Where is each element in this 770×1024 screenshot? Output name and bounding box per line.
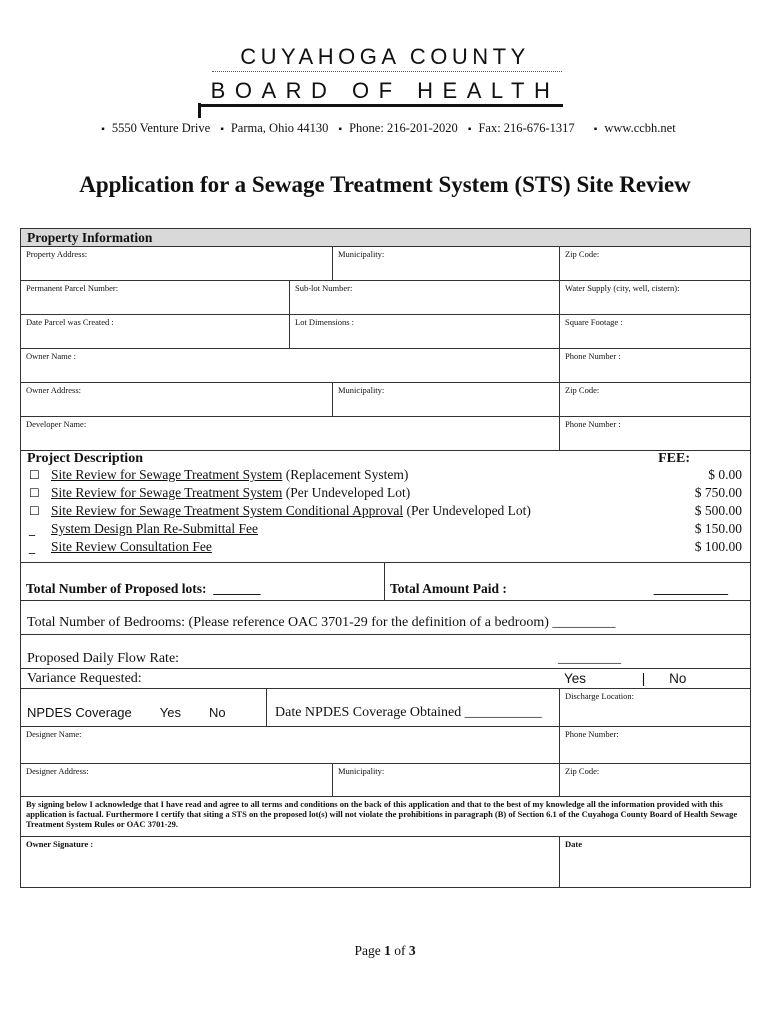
owner-zip-label: Zip Code: [565,385,600,395]
parcel-details-row [21,315,750,349]
project-option-resubmittal[interactable]: _ System Design Plan Re-Submittal Fee [29,521,258,536]
blank-mark-icon[interactable]: _ [29,522,35,536]
designer-municipality-field[interactable] [332,764,559,796]
owner-name-field[interactable] [21,349,559,382]
project-option-conditional[interactable]: ☐ Site Review for Sewage Treatment System Conditional Approval (Per Undeveloped Lot) [29,503,531,518]
designer-name-label: Designer Name: [26,729,82,739]
bullet-icon: ▪ [101,124,105,135]
designer-phone-field[interactable] [559,727,750,763]
square-footage-label: Square Footage : [565,317,623,327]
npdes-date-field[interactable] [266,689,559,726]
blank-mark-icon[interactable]: _ [29,540,35,554]
page-indicator: Page 1 of 3 [354,943,416,958]
logo-rule-tick [198,103,213,118]
npdes-yes-option[interactable]: Yes [159,705,181,720]
project-option-undeveloped[interactable]: ☐ Site Review for Sewage Treatment System (Per Undeveloped Lot) [29,485,411,500]
org-name-line1: CUYAHOGA COUNTY [240,44,530,69]
total-lots-field[interactable] [21,563,384,600]
checkbox-icon[interactable]: ☐ [29,486,40,500]
signature-date-label: Date [565,839,582,849]
bullet-icon: ▪ [593,124,598,135]
contact-line [0,121,770,136]
project-option-consultation[interactable]: _ Site Review Consultation Fee [29,539,212,554]
total-amount-label: Total Amount Paid : [390,581,507,596]
designer-municipality-label: Municipality: [338,766,385,776]
parcel-number-field[interactable] [21,281,289,314]
zip-code-label: Zip Code: [565,249,600,259]
bullet-icon: ▪ [220,124,224,135]
signature-date-field[interactable] [559,837,750,887]
logo-rule [198,104,563,107]
variance-label: Variance Requested: [27,671,142,686]
total-amount-field[interactable] [384,563,750,600]
water-supply-label: Water Supply (city, well, cistern): [565,283,680,293]
designer-address-row [21,764,750,797]
checkbox-icon[interactable]: ☐ [29,504,40,518]
project-description-section [21,451,750,563]
zip-code-field[interactable] [559,247,750,280]
date-parcel-created-label: Date Parcel was Created : [26,317,114,327]
date-parcel-created-field[interactable] [21,315,289,348]
npdes-no-option[interactable]: No [209,705,226,720]
application-form [20,228,751,888]
total-pages: 3 [408,943,416,958]
water-supply-field[interactable] [559,281,750,314]
total-lots-label: Total Number of Proposed lots: [26,581,207,596]
project-fee-undeveloped: $ 750.00 [694,485,742,500]
npdes-date-blank: ___________ [464,705,542,720]
bedrooms-row [21,601,750,635]
municipality-label: Municipality: [338,249,385,259]
project-fee-resubmittal: $ 150.00 [694,521,742,536]
parcel-number-label: Permanent Parcel Number: [26,283,119,293]
logo-dotted-divider [212,71,562,72]
npdes-date-label: Date NPDES Coverage Obtained [275,705,462,720]
flow-rate-row [21,635,750,669]
designer-name-row [21,727,750,764]
municipality-field[interactable] [332,247,559,280]
property-address-label: Property Address: [26,249,88,259]
discharge-location-label: Discharge Location: [565,691,635,701]
owner-signature-field[interactable] [21,837,559,887]
lot-dimensions-field[interactable] [289,315,559,348]
npdes-coverage-field[interactable] [21,689,266,726]
checkbox-icon[interactable]: ☐ [29,468,40,482]
sublot-number-label: Sub-lot Number: [295,283,353,293]
bedrooms-blank: _________ [552,615,616,630]
variance-field[interactable] [21,669,559,688]
project-fee-conditional: $ 500.00 [694,503,742,518]
variance-yes-option[interactable]: Yes [564,671,587,686]
page-title: Application for a Sewage Treatment System (STS) Site Review [79,172,691,197]
variance-divider: | [641,671,646,686]
contact-city: Parma, Ohio 44130 [230,121,329,135]
designer-address-field[interactable] [21,764,332,796]
designer-address-label: Designer Address: [26,766,89,776]
designer-name-field[interactable] [21,727,559,763]
owner-address-label: Owner Address: [26,385,82,395]
variance-row [21,669,750,689]
owner-address-field[interactable] [21,383,332,416]
property-section-heading: Property Information [21,229,750,247]
project-section-heading: Project Description [27,451,143,466]
variance-no-option[interactable]: No [669,671,687,686]
discharge-location-field[interactable] [559,689,750,726]
contact-website: www.ccbh.net [604,121,676,135]
project-fee-replacement: $ 0.00 [708,467,742,482]
contact-address: 5550 Venture Drive [111,121,211,135]
npdes-row [21,689,750,727]
developer-phone-label: Phone Number : [565,419,621,429]
owner-zip-field[interactable] [559,383,750,416]
designer-phone-label: Phone Number: [565,729,619,739]
signature-row [21,837,750,887]
owner-signature-label: Owner Signature : [26,839,94,849]
lot-dimensions-label: Lot Dimensions : [295,317,355,327]
bullet-icon: ▪ [338,124,343,135]
developer-name-label: Developer Name: [26,419,87,429]
totals-row [21,563,750,601]
project-fee-consultation: $ 100.00 [694,539,742,554]
bedrooms-label: Total Number of Bedrooms: (Please reference OAC 3701-29 for the definition of a bedroom) [27,615,549,630]
bullet-icon: ▪ [467,124,472,135]
owner-name-row [21,349,750,383]
fee-heading: FEE: [658,451,690,466]
owner-municipality-label: Municipality: [338,385,385,395]
owner-name-label: Owner Name : [26,351,77,361]
developer-phone-field[interactable] [559,417,750,450]
owner-phone-field[interactable] [559,349,750,382]
current-page: 1 [384,943,391,958]
developer-row [21,417,750,451]
sublot-number-field[interactable] [289,281,559,314]
owner-municipality-field[interactable] [332,383,559,416]
contact-phone: Phone: 216-201-2020 [349,121,458,135]
acknowledgement-text: By signing below I acknowledge that I have read and agree to all terms and conditions on the back of this application and that to the best of my knowledge all the information provided with this application is factual. Furthermore I certify that siting a STS on the proposed lot(s) will not violate the prohibitions in paragraph (B) of Section 6.1 of the Cuyahoga County Board of Health Sewage Treatment System Rules or OAC 3701-29. [21,797,750,837]
total-amount-blank: ___________ [653,581,728,596]
designer-zip-field[interactable] [559,764,750,796]
developer-name-field[interactable] [21,417,559,450]
property-address-field[interactable] [21,247,332,280]
total-lots-blank: _______ [213,581,261,596]
parcel-row [21,281,750,315]
npdes-label: NPDES Coverage [27,705,132,720]
project-option-replacement[interactable]: ☐ Site Review for Sewage Treatment System (Replacement System) [29,467,409,482]
property-address-row [21,247,750,281]
square-footage-field[interactable] [559,315,750,348]
flow-rate-label: Proposed Daily Flow Rate: [27,651,180,666]
org-name-line2: BOARD OF HEALTH [210,78,560,103]
flow-rate-blank: _________ [558,651,621,666]
designer-zip-label: Zip Code: [565,766,600,776]
owner-phone-label: Phone Number : [565,351,621,361]
owner-address-row [21,383,750,417]
bedrooms-field[interactable] [21,601,750,634]
contact-fax: Fax: 216-676-1317 [478,121,575,135]
flow-rate-field[interactable] [21,635,750,668]
variance-options[interactable] [559,669,750,688]
